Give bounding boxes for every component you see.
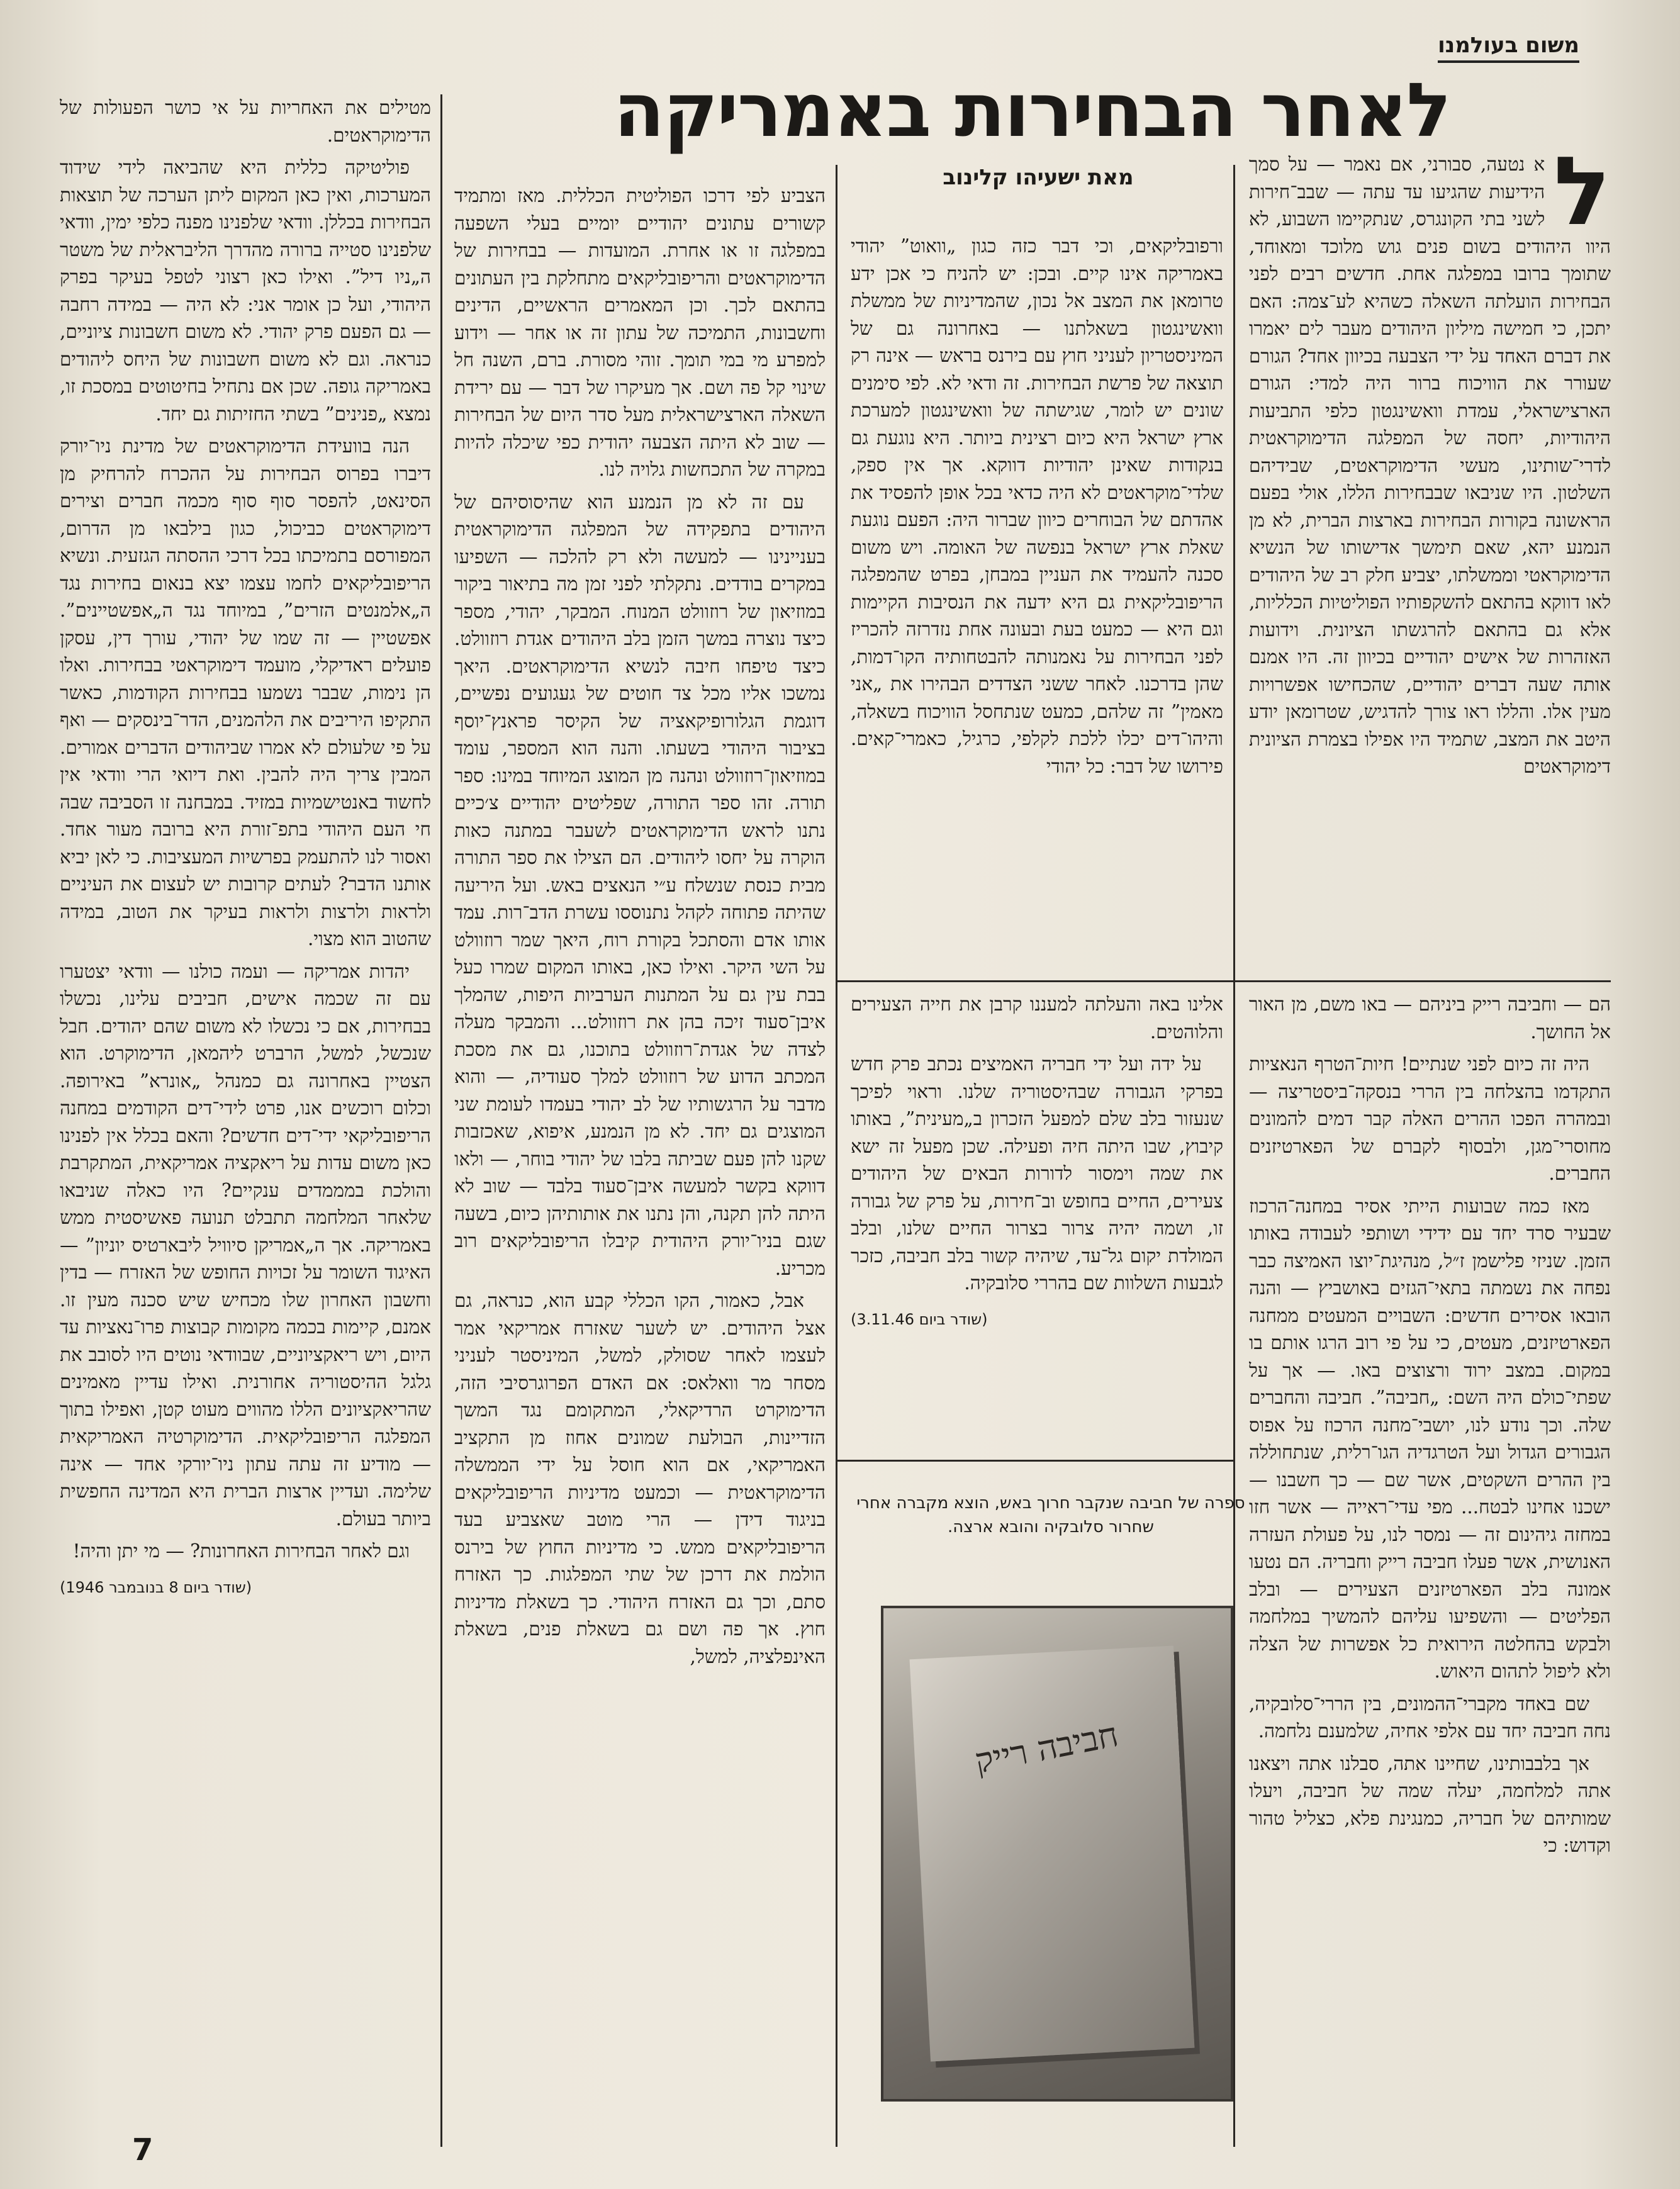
broadcast-date: (שודר ביום 8 בנובמבר 1946) [60,1578,252,1596]
book-inscription: חביבה רייק [972,1714,1122,1781]
section-label: משום בעולמנו [1438,33,1579,63]
broadcast-date: (שודר ביום 3.11.46) [851,1310,988,1328]
page-number: 7 [132,2132,154,2168]
paragraph: יהדות אמריקה — ועמה כולנו — וודאי יצטערו עם זה שכמה אישים, חביבים עלינו, נכשלו בבחירות, אם כי נכשלו לא משום שהם יהודים. חבל שנכשל, למשל, הרברט ליהמאן, הדימוקרט. הוא הצטיין באחרונה גם כמנהל „אונרא” באירופה. וכלום רוכשים אנו, פרט לידי־דים הקודמים במחנה הריפובליקאי ידי־דים חדשים? והאם בכלל אין לפנינו כאן משום עדות על ריאקציה אמריקאית, המתקרבת והולכת במממדים ענקיים? היו כאלה שניבאו שלאחר המלחמה תתבלט תנועה פאשיסטית ממש באמריקה. אך ה„אמריקן סיוויל ליבארטיס יוניון” — האיגוד השומר על זכויות החופש של האזרח — בדין וחשבון האחרון שלו מכחיש שיש סכנה מעין זו. אמנם, קיימות בכמה מקומות קבוצות פרו־נאציות עד היום, ויש ריאקציוניים, שבוודאי נוטים היו לסובב את גלגל ההיסטוריה אחורנית. ואילו עדיין מאמינים שהריאקציונים הללו מהווים מעוט קטן, ואפילו בתוך המפלגה הריפובליקאית. הדימוקרטיה האמריקאית — מודיע זה עתה עתון ניו־יורקי אחד — אינה שלימה. ועדיין ארצות הברית היא המדינה החפשית ביותר בעולם. [60,960,431,1530]
paragraph: אבל, כאמור, הקו הכללי קבע הוא, כנראה, גם אצל היהודים. יש לשער שאזרח אמריקאי אמר לעצמו לאחר שסולק, למשל, המיניסטר לעניני מסחר מר וואלאס: אם האדם הפרוגרסיבי הזה, הדימוקרט הרדיקאלי, המתקומם נגד המשך הזדיינות, הבולעת שמונים אחוז מן התקציב האמריקאי, אם הוא חוסל על ידי הממשלה הדימוקראטית — וכמעט מדיניות הריפובליקאים בניגוד דידן — הרי מוטב שאצביע בעד הריפובליקאים ממש. כי מדיניות החוץ של בירנס הולמת את דרכן של שתי המפלגות. כך האזרח סתם, וכך גם האזרח היהודי. כך בשאלת מדיניות חוץ. אך פה ושם גם בשאלת פנים, בשאלת האינפלציה, למשל, [454,1290,826,1667]
paragraph: וגם לאחר הבחירות האחרונות? — מי יתן והיה! [72,1540,410,1562]
lower-column-2 [851,991,1223,1457]
article-column-1 [1249,151,1611,975]
column-rule [836,165,837,2147]
paragraph: שם באחד מקברי־ההמונים, בין הררי־סלובקיה, נחה חביבה יחד עם אלפי אחיה, שלמענם נלחמה. [1249,1693,1611,1742]
book-photo [881,1606,1233,2102]
column-rule [440,94,442,2147]
paragraph: אלינו באה והעלתה למעננו קרבן את חייה הצעירים והלוהטים. [851,994,1223,1043]
paragraph: היה זה כיום לפני שנתיים! חיות־הטרף הנאציות התקדמו בהצלחה בין הררי בנסקה־ביסטריצה — ובמהרה הפכו ההרים האלה קבר דמים להמונים מחוסרי־מגן, ולבסוף לקברם של הפארטיזנים החברים. [1249,1053,1611,1184]
paragraph: מאז כמה שבועות הייתי אסיר במחנה־הרכוז שבעיר סרד יחד עם ידידי ושותפי לעבודה באותו הזמן. שניזי פלישמן ז״ל, מנהיגת־יוצו האמיצה כבר נפחה את נשמתה בתאי־הגזים באושביץ — והנה הובאו אסירים חדשים: השבויים המעטים ממחנה הפארטיזנים, מעטים, כי על פי רוב הרגו אותם בו במקום. במצב ירוד ורצוצים באו. — אך על שפתי־כולם היה השם: „חביבה”. חביבה והחברים שלה. וכך נודע לנו, יושבי־מחנה הרכוז על אפוס הגבורים הגדול ועל הטרגדיה הגו־רלית, שנתחוללה בין ההרים השקטים, אשר שם — כך חשבנו — ישכנו אחינו לבטח... מפי עדי־ראייה — אשר חזו במחזה גיהינום זה — נמסר לנו, על פעולת העזרה האנושית, אשר פעלו חביבה רייק וחבריה. הם נטעו אמונה בלב הפארטיזנים הצעירים — ובלב הפליטים — והשפיעו עליהם להמשיך במלחמה ולבקש בהחלטה הירואית כל אפשרות של הצלה ולא ליפול לתהום היאוש. [1249,1195,1611,1682]
paragraph: ורפובליקאים, וכי דבר כזה כגון „וואוט” יהודי באמריקה אינו קיים. ובכן: יש להניח כי אכן ידע טרומאן את המצב אל נכון, שהמדיניות של ממשלת וואשינגטון בשאלתנו — באחרונה גם של המיניסטריון לעניני חוץ עם בירנס בראש — אינה רק תוצאה של פרשת הבחירות. זה ודאי לא. לפי סימנים שונים יש לומר, שגישתה של וואשינגטון למערכת ארץ ישראל היא כיום רצינית ביותר. היא נוגעת גם בנקודות שאינן יהודיות דווקא. אך אין ספק, שלדי־מוקראטים לא היה כדאי בכל אופן להפסיד את אהדתם של הבוחרים כיוון שברור היה: הפעם נוגעת שאלת ארץ ישראל בנפשה של האומה. ויש משום סכנה להעמיד את העניין במבחן, בפרט שהמפלגה הריפובליקאית גם היא ידעה את הנסיבות הקיימות וגם היא — כמעט בעת ובעונה אחת נזדרזה להכריז לפני הבחירות על נאמנותה להבטחותיה הקו־דמות, שהן בדרכנו. לאחר ששני הצדדים הבהירו את „אני מאמין” זה שלהם, כמעט שנתחסל הוויכוח בשאלה, והיהו־דים יכלו ללכת לקלפי, כרגיל, כאמרי־קאים. פירושו של דבר: כל יהודי [851,235,1223,777]
lower-column-1 [1249,991,1611,2155]
column-rule [1233,165,1235,2147]
photo-caption: ספרה של חביבה שנקבר חרוך באש, הוצא מקברה אחרי שחרור סלובקיה והובא ארצה. [856,1494,1245,1537]
paragraph: מטילים את האחריות על אי כושר הפעולות של הדימוקראטים. [60,97,431,146]
byline: מאת ישעיהו קלינוב [943,165,1134,190]
paragraph: הצביע לפי דרכו הפוליטית הכללית. מאז ומתמיד קשורים עתונים יהודיים יומיים בעלי השפעה במפלגה זו או אחרת. המועדות — בבחירות של הדימוקראטים והריפובליקאים מתחלקת בין העתונים בהתאם לכך. וכן המאמרים הראשיים, הדינים וחשבונות, התמיכה של עתון זה או אחר — וידוע למפרע מי במי תומך. זוהי מסורת. ברם, השנה חל שינוי קל פה ושם. אך מעיקרו של דבר — עם ירידת השאלה הארצישראלית מעל סדר היום של הבחירות — שוב לא היתה הצבעה יהודית כפי שיכלה להיות במקרה של התכחשות גלויה לנו. [454,185,826,480]
headline: לאחר הבחירות באמריקה [613,67,1450,154]
drop-cap: ל [1554,151,1611,247]
paragraph: אך בלבבותינו, שחיינו אתה, סבלנו אתה ויצאנו אתה למלחמה, יעלה שמה של חביבה, ויעלו שמותיהם של חבריה, כמנגינת פלא, כצליל טהור וקדוש: כי [1249,1752,1611,1856]
paragraph: הם — וחביבה רייק ביניהם — באו משם, מן האור אל החושך. [1249,994,1611,1043]
article-column-2 [851,233,1223,975]
caption-rule [837,1460,1233,1462]
paragraph: עם זה לא מן הנמנע הוא שהיסוסיהם של היהודים בתפקידה של המפלגה הדימוקראטית בעניינינו — למעשה ולא רק להלכה — השפיעו במקרים בודדים. נתקלתי לפני זמן מה בתיאור ביקור במוזיאון של רוזוולט המנוח. המבקר, יהודי, מספר כיצד נוצרה במשך הזמן בלב היהודים אגדת רוזוולט. כיצד טיפחו חיבה לנשיא הדימוקראטים. היאך נמשכו אליו מכל צד חוטים של געגועים נפשיים, דוגמת הגלורופיקאציה של הקיסר פראנץ־יוסף בציבור היהודי בשעתו. והנה הוא המספר, עומד במוזיאון־רוזוולט ונהנה מן המוצג המיוחד במינו: ספר תורה. זהו ספר התורה, שפליטים יהודיים צ׳כיים נתנו לראש הדימוקראטים לשעבר במתנה כאות הוקרה על יחסו ליהודים. הם הצילו את ספר התורה מבית כנסת שנשלח ע״י הנאצים באש. ועל היריעה שהיתה פתוחה לקהל נתנוססו עשרת הדב־רות. עמד אותו אדם והסתכל בקורת רוח, היאך שמר רוזוולט על השי היקר. ואילו כאן, באותו המקום שמרו כעל בבת עין גם על המתנות הערביות היפות, שהמלך איבן־סעוד זיכה בהן את רוזוולט... והמבקר מעלה לצדה של אגדת־רוזוולט בתוכנו, גם את מסכת המכתב הדוע של רוזוולט למלך סעודיה, — והוא מדבר על הרגשותיו של לב יהודי בעמדו לעומת שני המוצגים גם יחד. לא מן הנמנע, איפוא, שאכזבות שקנו להן פעם שביתה בלבו של יהודי בוחר, — ולאו דווקא בקשר למעשה איבן־סעוד בלבד — שוב לא היתה להן תקנה, והן נתנו את אותותיהן כיום, בשעה שגם בניו־יורק היהודית קיבלו הריפובליקאים רוב מכריע. [454,491,826,1279]
paragraph: פוליטיקה כללית היא שהביאה לידי שידוד המערכות, ואין כאן המקום ליתן הערכה של תוצאות הבחירות בכללן. וודאי שלפנינו מפנה כלפי ימין, וודאי שלפנינו סטייה ברורה מהדרך הליבראלית של משטר ה„ניו דיל”. ואילו כאן רצוני לטפל בעיקר בפרק היהודי, ועל כן אומר אני: לא היה — במידה רחבה — גם הפעם פרק יהודי. לא משום חשבונות ציוניים, כנראה. וגם לא משום חשבונות של היחס ליהודים באמריקה גופה. שכן אם נתחיל בחיטוטים במסכת זו, נמצא „פנינים” בשתי החזיתות גם יחד. [60,157,431,425]
article-column-4 [60,94,431,2117]
paragraph: א נטעה, סבורני, אם נאמר — על סמך הידיעות שהגיעו עד עתה — שבב־חירות לשני בתי הקונגרס, שנתקיימו השבוע, לא היוו היהודים בשום פנים גוש מלוכד ומאוחד, שתומך ברובו במפלגה אחת. חדשים רבים לפני הבחירות הועלתה השאלה כשהיא לע־צמה: האם יתכן, כי חמישה מיליון היהודים מעבר לים יאמרו את דברם האחד על ידי הצבעה בכיוון אחד? הגורם שעורר את הוויכוח ברור היה למדי: הגורם הארצישראלי, עמדת וואשינגטון כלפי התביעות היהודיות, יחסה של המפלגה הדימוקראטית לדרי־שותינו, מעשי הדימוקראטים, שבידיהם השלטון. היו שניבאו שבבחירות הללו, אולי בפעם הראשונה בקורות הבחירות בארצות הברית, לא מן הנמנע יהא, שאם תימשך אדישותו של הנשיא הדימוקראטי וממשלתו, יצביע חלק רב של היהודים לאו דווקא בהתאם להשקפותיו הפוליטיות הכלליות, אלא גם בהתאם להרגשתו הציונית. וידועות האזהרות של אישים יהודיים בכיוון זה. היו אמנם אותה שעה דברים יהודיים, שהכחישו אפשרויות מעין אלו. והללו ראו צורך להדגיש, שטרומאן יודע היטב את המצב, שתמיד היו אפילו בצמרת הציונית דימוקראטים [1249,154,1611,777]
burnt-book-image [910,1645,1195,2061]
section-divider [837,980,1611,982]
article-column-3 [454,182,826,2152]
paragraph: הנה בוועידת הדימוקראטים של מדינת ניו־יורק דיברו בפרוס הבחירות על ההכרח להרחיק מן הסינאט, להפסר סוף סוף מכמה חברים וצירים דימוקראטים כביכול, כגון בילבאו מן הדרום, המפורסם בתמיכתו בכל דרכי ההסתה הגזעית. ונשיא הריפובליקאים לחמו עצמו יצא בנאום בחירות נגד ה„אלמנטים הזרים”, במיוחד נגד ה„אפשטיינים”. אפשטיין — זה שמו של יהודי, עורך דין, עסקן פועלים ראדיקלי, מועמד דימוקראטי בבחירות. ואלו הן נימות, שבבר נשמעו בבחירות הקודמות, כאשר התקיפו היריבים את הלהמנים, הדר־בינסקים — ואף על פי שלעולם לא אמרו שביהודים הדברים אמורים. המבין צריך היה להבין. ואת דיואי הרי וודאי אין לחשוד באנטישמיות במזיד. במבחנה זו הסביבה שבה חי העם היהודי בתפ־זורת היא ברובה מעור אחד. ואסור לנו להתעמק בפרשיות המעציבות. כי לאן יביא אותנו הדבר? לעתים קרובות יש לעצום את העיניים ולראות ולרצות ולראות בעיקר את הטוב, במידה שהטוב הוא מצוי. [60,435,431,949]
paragraph: על ידה ועל ידי חבריה האמיצים נכתב פרק חדש בפרקי הגבורה שבהיסטוריה שלנו. וראוי לפיכך שנעזור בלב שלם למפעל הזכרון ב„מעינית”, באותו קיבוץ, שבו היתה חיה ופעילה. שכן מפעל זה ישא את שמה וימסור לדורות הבאים של היהודים צעירים, החיים בחופש וב־חירות, על פרק של גבורה זו, ושמה יהיה צרור בצרור החיים שלנו, ובלב המולדת יקום גל־עד, שיהיה קשור בלב חביבה, כזכר לגבעות השלוות שם בהררי סלובקיה. [851,1053,1223,1294]
